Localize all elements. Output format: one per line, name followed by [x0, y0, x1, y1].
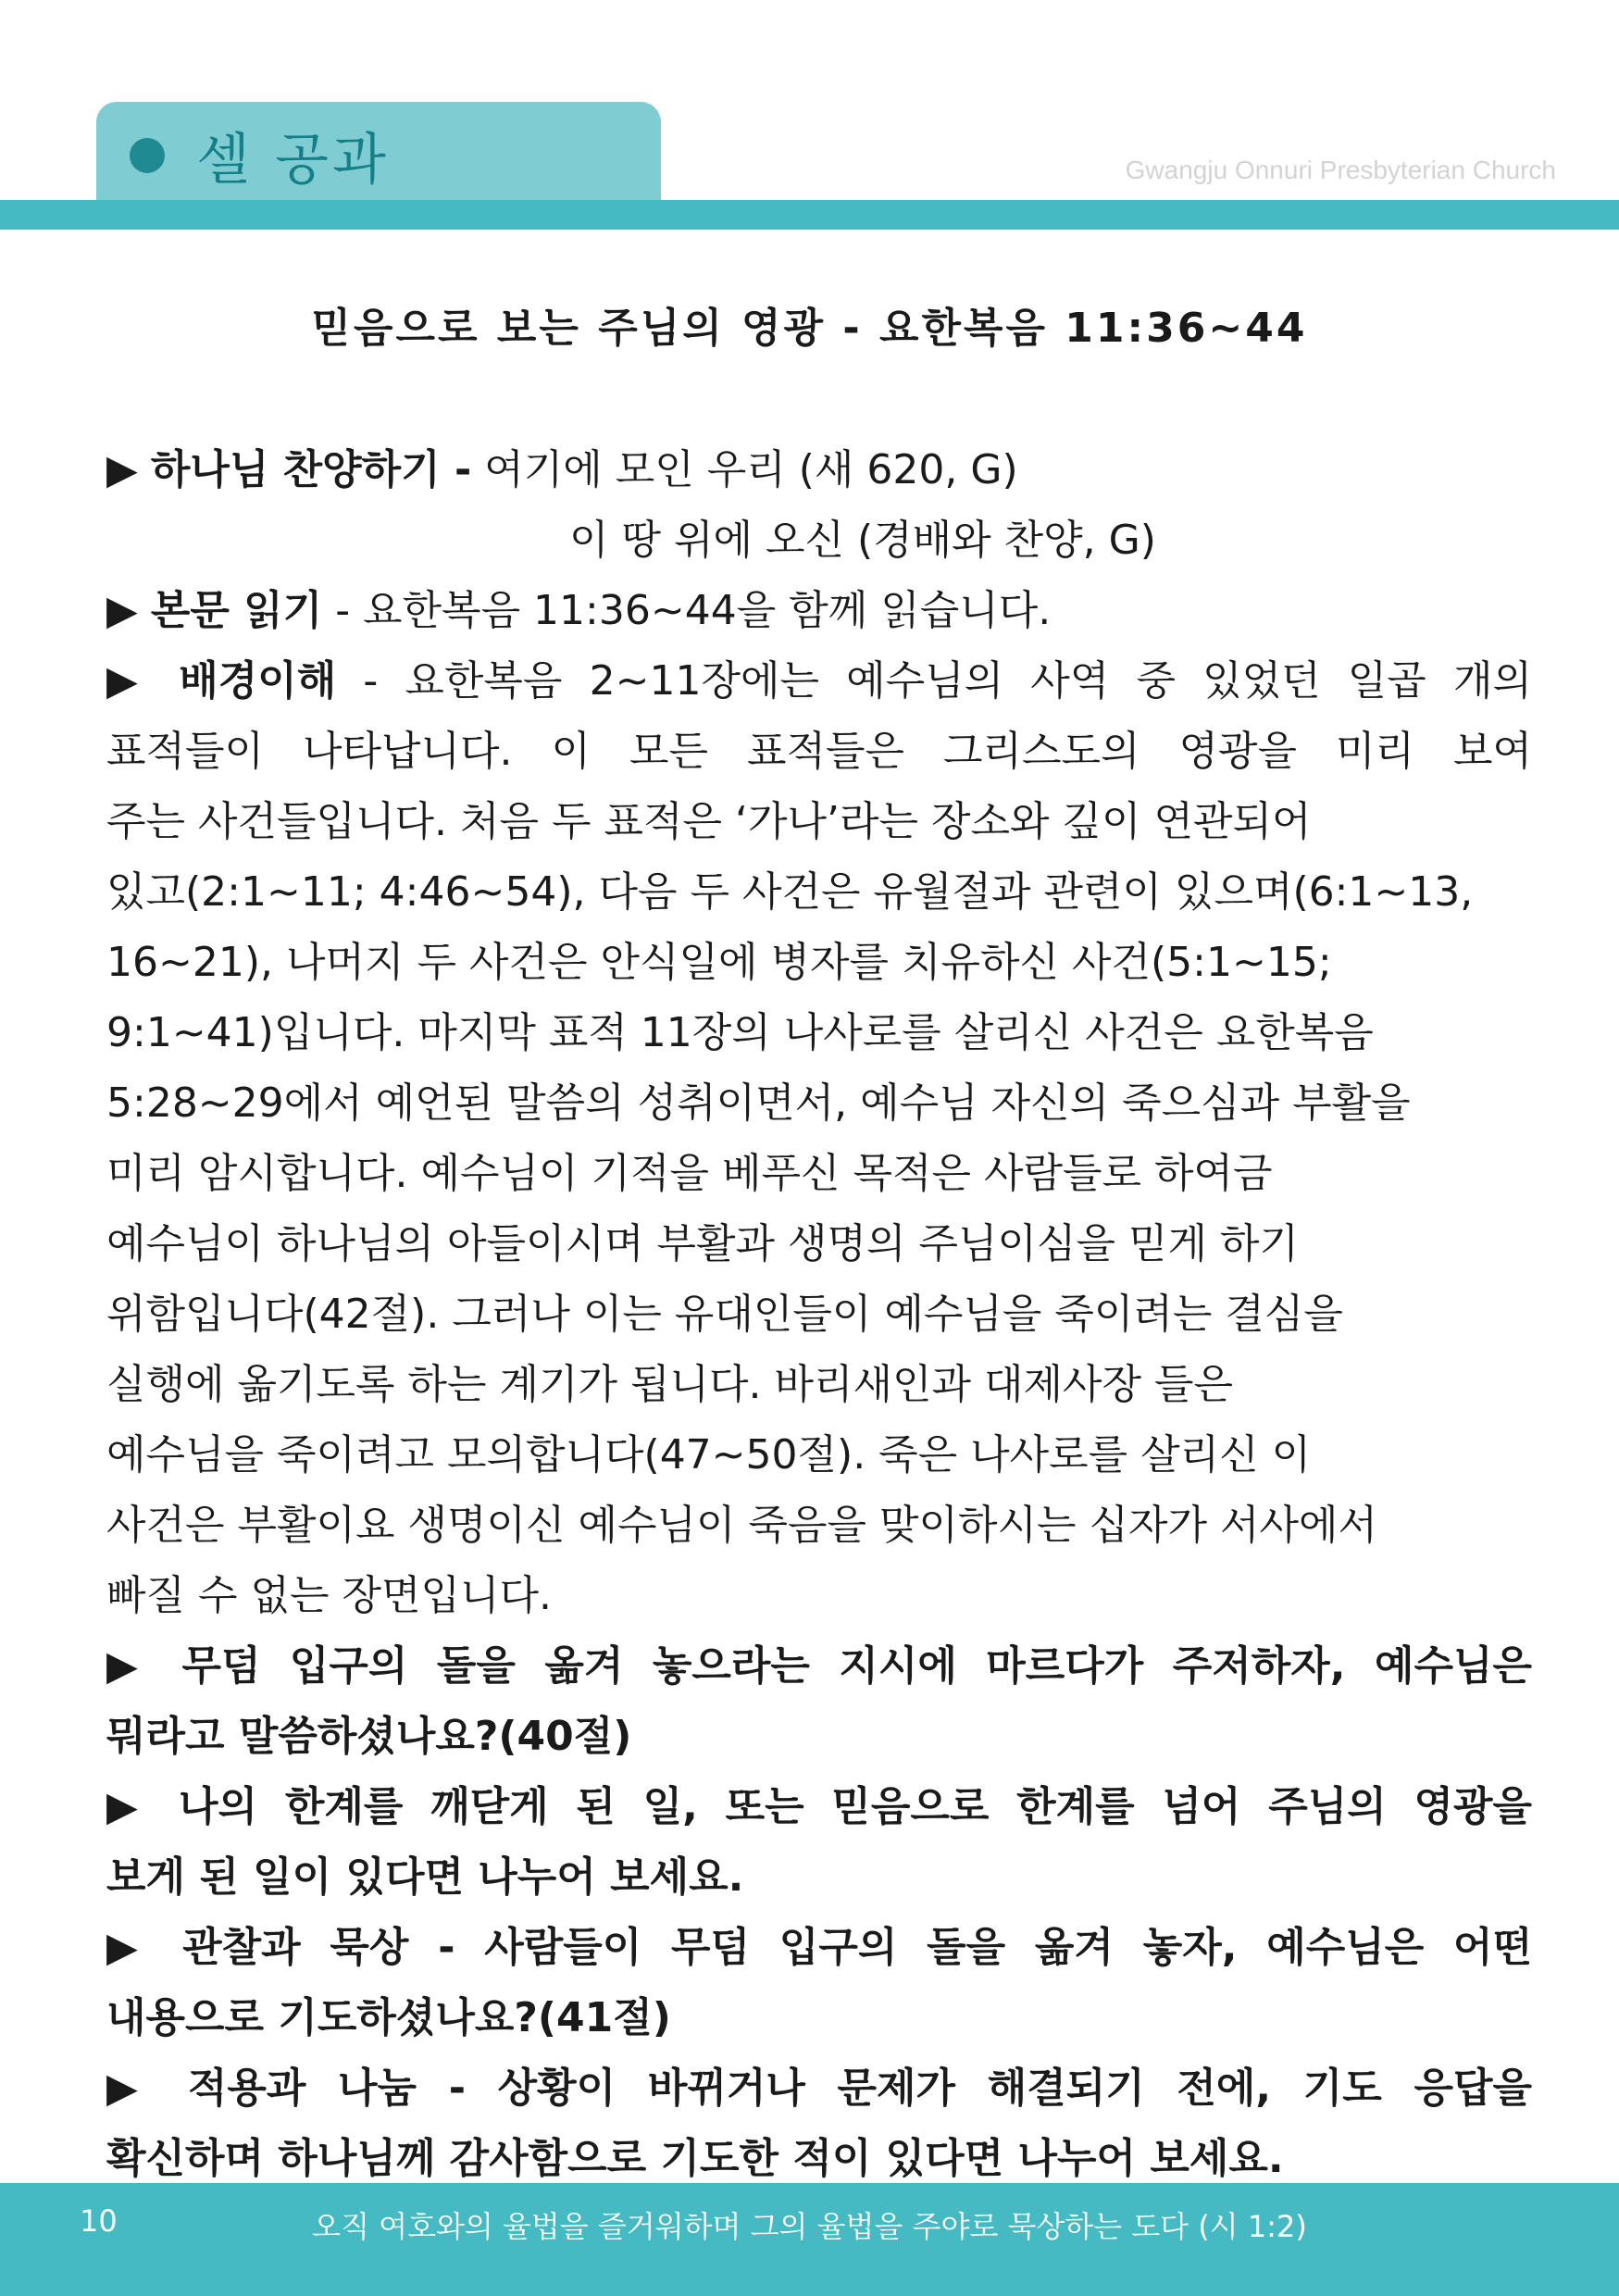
background-line: 사건은 부활이요 생명이신 예수님이 죽음을 맞이하시는 십자가 서사에서 [106, 1502, 1378, 1549]
background-line: 예수님이 하나님의 아들이시며 부활과 생명의 주님이심을 믿게 하기 [106, 1220, 1300, 1267]
background-line: 주는 사건들입니다. 처음 두 표적은 ‘가나’라는 장소와 깊이 연관되어 [106, 798, 1312, 845]
question-text: 무덤 입구의 돌을 옮겨 놓으라는 지시에 마르다가 주저하자, 예수님은 [181, 1642, 1532, 1690]
background-line: 위함입니다(42절). 그러나 이는 유대인들이 예수님을 죽이려는 결심을 [106, 1291, 1343, 1338]
lesson-body [106, 435, 1532, 2194]
worship-line-2 [106, 505, 1532, 576]
worship-song-1: 여기에 모인 우리 (새 620, G) [484, 446, 1018, 493]
background-line: 5:28~29에서 예언된 말씀의 성취이면서, 예수님 자신의 죽으심과 부활을 [106, 1079, 1411, 1127]
background-line: 실행에 옮기도록 하는 계기가 됩니다. 바리새인과 대제사장 들은 [106, 1361, 1233, 1408]
background-line: 표적들이 나타납니다. 이 모든 표적들은 그리스도의 영광을 미리 보여 [106, 728, 1532, 775]
bullet-icon: ▶ [106, 657, 153, 705]
background-line-first [106, 646, 1532, 717]
background-line: 16~21), 나머지 두 사건은 안식일에 병자를 치유하신 사건(5:1~15; [106, 939, 1332, 986]
question-3-line-1 [106, 1913, 1532, 1983]
bullet-icon: ▶ [106, 2065, 156, 2112]
reading-label: 본문 읽기 [150, 587, 323, 634]
worship-song-2: 이 땅 위에 오신 (경배와 찬양, G) [569, 517, 1156, 564]
bullet-icon: ▶ [106, 1924, 154, 1971]
reading-line [106, 576, 1532, 646]
reading-text: - 요한복음 11:36~44을 함께 읽습니다. [335, 587, 1052, 634]
question-text: 적용과 나눔 - 상황이 바뀌거나 문제가 해결되기 전에, 기도 응답을 [187, 2065, 1532, 2112]
header-bar [0, 200, 1619, 230]
worship-line [106, 435, 1532, 505]
background-line: 9:1~41)입니다. 마지막 표적 11장의 나사로를 살리신 사건은 요한복음 [106, 1009, 1374, 1056]
background-label: 배경이해 [179, 657, 337, 705]
question-3-line-2: 내용으로 기도하셨나요?(41절) [106, 1994, 671, 2041]
bullet-dot-icon [130, 138, 165, 173]
question-1-line-2: 뭐라고 말씀하셨나요?(40절) [106, 1713, 632, 1760]
question-text: 나의 한계를 깨닫게 된 일, 또는 믿음으로 한계를 넘어 주님의 영광을 [179, 1783, 1532, 1830]
background-line: 빠질 수 없는 장면입니다. [106, 1572, 552, 1619]
question-4-line-1 [106, 2053, 1532, 2124]
question-1-line-1 [106, 1631, 1532, 1702]
worship-label: 하나님 찬양하기 - [150, 446, 472, 493]
page-number: 10 [80, 2203, 118, 2239]
background-line: 있고(2:1~11; 4:46~54), 다음 두 사건은 유월절과 관련이 있으며(6:1~13, [106, 868, 1474, 916]
section-label: 셀 공과 [196, 128, 390, 193]
question-2-line-2: 보게 된 일이 있다면 나누어 보세요. [106, 1853, 744, 1901]
background-line: 미리 암시합니다. 예수님이 기적을 베푸신 목적은 사람들로 하여금 [106, 1150, 1273, 1197]
bullet-icon: ▶ [106, 446, 138, 493]
footer-verse: 오직 여호와의 율법을 즐거워하며 그의 율법을 주야로 묵상하는 도다 (시 1:2) [312, 2209, 1307, 2244]
bullet-icon: ▶ [106, 1783, 152, 1830]
bullet-icon: ▶ [106, 1642, 153, 1690]
page-title: 믿음으로 보는 주님의 영광 - 요한복음 11:36~44 [311, 305, 1308, 352]
question-2-line-1 [106, 1772, 1532, 1842]
background-first-text: - 요한복음 2~11장에는 예수님의 사역 중 있었던 일곱 개의 [363, 657, 1532, 705]
bullet-icon: ▶ [106, 587, 138, 634]
section-tab [96, 102, 661, 209]
question-4-line-2: 확신하며 하나님께 감사함으로 기도한 적이 있다면 나누어 보세요. [106, 2135, 1284, 2182]
question-text: 관찰과 묵상 - 사람들이 무덤 입구의 돌을 옮겨 놓자, 예수님은 어떤 [182, 1924, 1532, 1971]
background-line: 예수님을 죽이려고 모의합니다(47~50절). 죽은 나사로를 살리신 이 [106, 1431, 1312, 1479]
church-name: Gwangju Onnuri Presbyterian Church [1125, 156, 1556, 184]
